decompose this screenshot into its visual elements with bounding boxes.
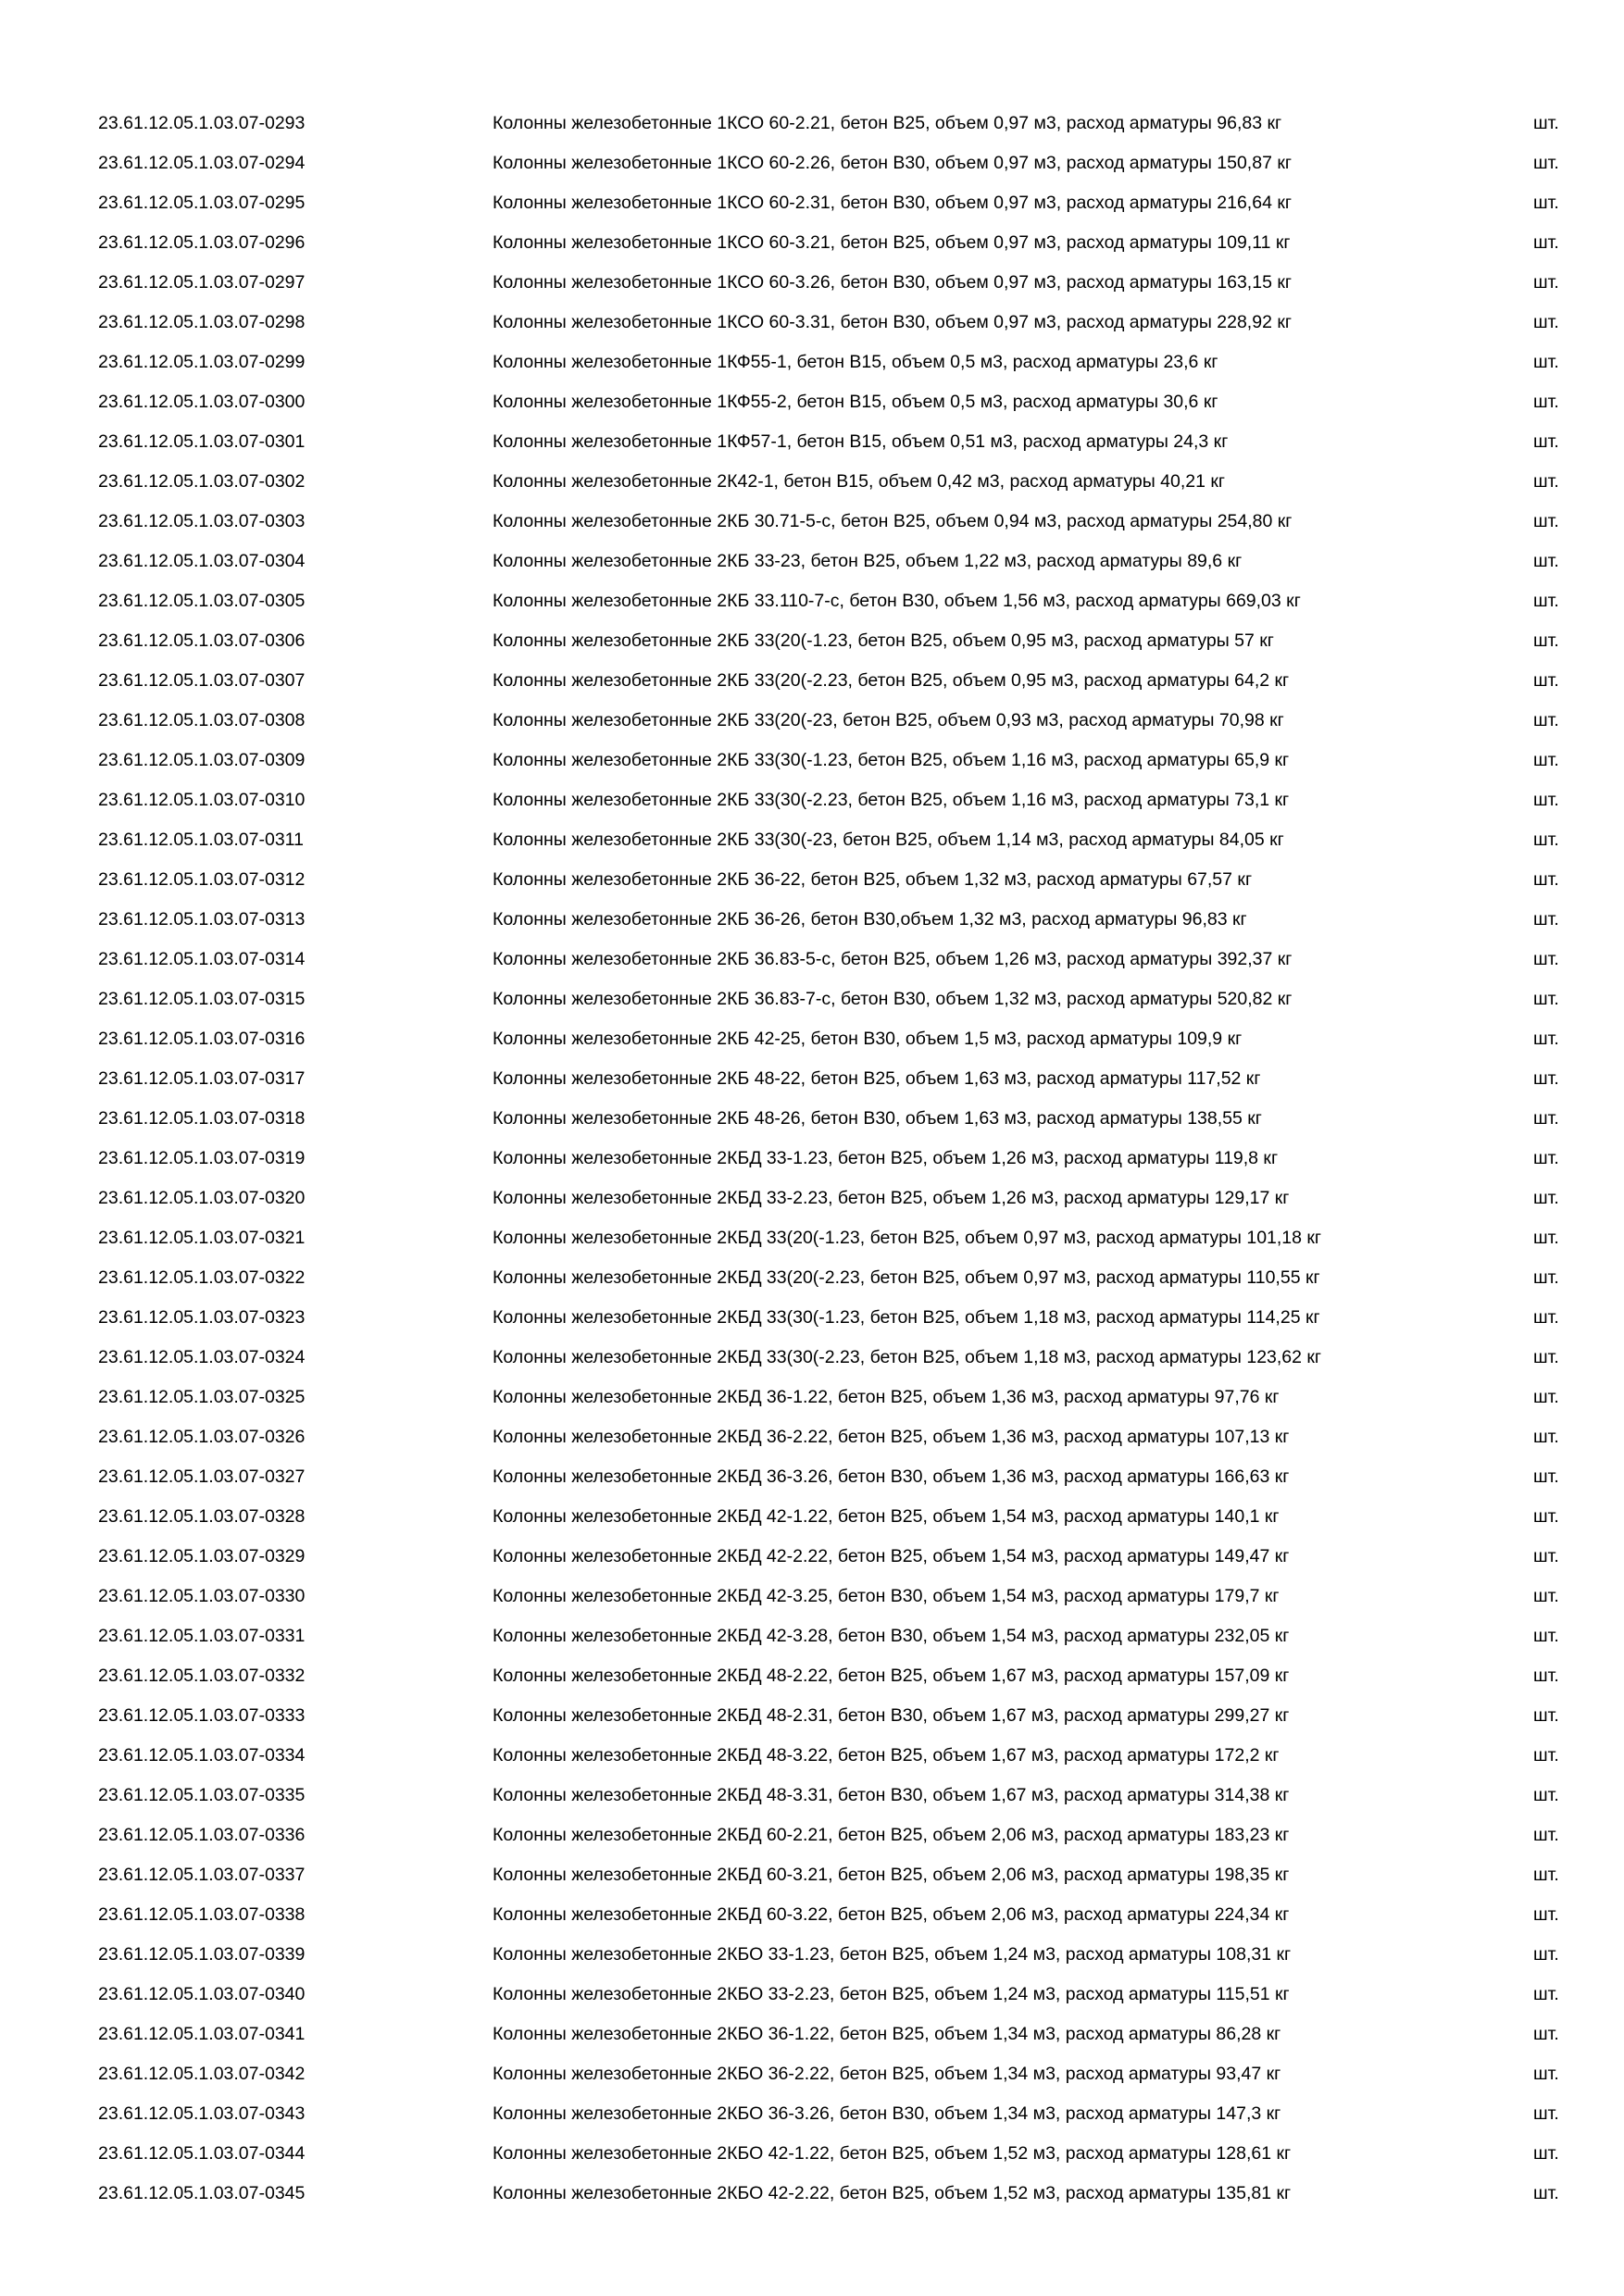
- table-row: [0, 183, 1624, 223]
- table-row: [0, 2174, 1624, 2214]
- table-row: [0, 1298, 1624, 1338]
- item-code: 23.61.12.05.1.03.07-0301: [98, 431, 306, 452]
- table-row: [0, 1895, 1624, 1935]
- item-code: 23.61.12.05.1.03.07-0341: [98, 2024, 306, 2044]
- item-code: 23.61.12.05.1.03.07-0316: [98, 1029, 306, 1049]
- item-description: Колонны железобетонные 1КФ55-2, бетон В15, объем 0,5 м3, расход арматуры 30,6 кг: [493, 392, 1218, 412]
- table-row: [0, 780, 1624, 820]
- item-code: 23.61.12.05.1.03.07-0311: [98, 830, 304, 850]
- table-row: [0, 343, 1624, 382]
- table-row: [0, 422, 1624, 462]
- table-row: [0, 2094, 1624, 2134]
- table-row: [0, 223, 1624, 263]
- item-code: 23.61.12.05.1.03.07-0296: [98, 232, 306, 253]
- item-description: Колонны железобетонные 2КБД 60-2.21, бетон В25, объем 2,06 м3, расход арматуры 183,23 кг: [493, 1825, 1290, 1845]
- item-code: 23.61.12.05.1.03.07-0297: [98, 272, 306, 293]
- item-unit: шт.: [1533, 551, 1559, 571]
- item-unit: шт.: [1533, 1427, 1559, 1447]
- item-description: Колонны железобетонные 2КБ 48-22, бетон В25, объем 1,63 м3, расход арматуры 117,52 кг: [493, 1068, 1261, 1089]
- item-code: 23.61.12.05.1.03.07-0307: [98, 670, 306, 691]
- table-row: [0, 303, 1624, 343]
- item-code: 23.61.12.05.1.03.07-0324: [98, 1347, 306, 1367]
- item-description: Колонны железобетонные 2КБД 33(30(-2.23, бетон В25, объем 1,18 м3, расход арматуры 123,62 кг: [493, 1347, 1322, 1367]
- item-code: 23.61.12.05.1.03.07-0310: [98, 790, 306, 810]
- item-unit: шт.: [1533, 193, 1559, 213]
- item-code: 23.61.12.05.1.03.07-0344: [98, 2143, 306, 2164]
- item-code: 23.61.12.05.1.03.07-0333: [98, 1705, 306, 1726]
- table-row: [0, 1099, 1624, 1139]
- item-unit: шт.: [1533, 2143, 1559, 2164]
- item-code: 23.61.12.05.1.03.07-0304: [98, 551, 306, 571]
- item-code: 23.61.12.05.1.03.07-0342: [98, 2064, 306, 2084]
- item-unit: шт.: [1533, 1586, 1559, 1606]
- item-description: Колонны железобетонные 2КБД 48-3.22, бетон В25, объем 1,67 м3, расход арматуры 172,2 кг: [493, 1745, 1280, 1766]
- item-unit: шт.: [1533, 392, 1559, 412]
- table-row: [0, 1656, 1624, 1696]
- item-unit: шт.: [1533, 153, 1559, 173]
- item-description: Колонны железобетонные 2КБ 33(20(-1.23, бетон В25, объем 0,95 м3, расход арматуры 57 кг: [493, 630, 1274, 651]
- table-row: [0, 1338, 1624, 1378]
- item-description: Колонны железобетонные 2КБД 42-2.22, бетон В25, объем 1,54 м3, расход арматуры 149,47 кг: [493, 1546, 1290, 1566]
- item-description: Колонны железобетонные 2КБ 33(30(-2.23, бетон В25, объем 1,16 м3, расход арматуры 73,1 кг: [493, 790, 1290, 810]
- table-row: [0, 1577, 1624, 1616]
- item-description: Колонны железобетонные 2К42-1, бетон В15, объем 0,42 м3, расход арматуры 40,21 кг: [493, 471, 1225, 492]
- item-description: Колонны железобетонные 1КФ55-1, бетон В15, объем 0,5 м3, расход арматуры 23,6 кг: [493, 352, 1218, 372]
- item-code: 23.61.12.05.1.03.07-0318: [98, 1108, 306, 1129]
- item-description: Колонны железобетонные 2КБД 36-2.22, бетон В25, объем 1,36 м3, расход арматуры 107,13 кг: [493, 1427, 1290, 1447]
- item-description: Колонны железобетонные 2КБД 42-3.28, бетон В30, объем 1,54 м3, расход арматуры 232,05 кг: [493, 1626, 1290, 1646]
- item-code: 23.61.12.05.1.03.07-0329: [98, 1546, 306, 1566]
- item-code: 23.61.12.05.1.03.07-0306: [98, 630, 306, 651]
- item-unit: шт.: [1533, 1029, 1559, 1049]
- item-description: Колонны железобетонные 2КБ 42-25, бетон В30, объем 1,5 м3, расход арматуры 109,9 кг: [493, 1029, 1243, 1049]
- item-description: Колонны железобетонные 2КБ 36.83-7-с, бетон В30, объем 1,32 м3, расход арматуры 520,82 кг: [493, 989, 1293, 1009]
- item-code: 23.61.12.05.1.03.07-0293: [98, 113, 306, 133]
- table-row: [0, 1179, 1624, 1218]
- item-unit: шт.: [1533, 1546, 1559, 1566]
- item-description: Колонны железобетонные 1КСО 60-3.21, бетон В25, объем 0,97 м3, расход арматуры 109,11 кг: [493, 232, 1291, 253]
- table-row: [0, 1417, 1624, 1457]
- item-code: 23.61.12.05.1.03.07-0302: [98, 471, 306, 492]
- item-unit: шт.: [1533, 1108, 1559, 1129]
- item-description: Колонны железобетонные 2КБД 48-3.31, бетон В30, объем 1,67 м3, расход арматуры 314,38 кг: [493, 1785, 1290, 1805]
- item-unit: шт.: [1533, 352, 1559, 372]
- item-unit: шт.: [1533, 1347, 1559, 1367]
- table-row: [0, 860, 1624, 900]
- table-row: [0, 980, 1624, 1019]
- item-unit: шт.: [1533, 1466, 1559, 1487]
- item-description: Колонны железобетонные 2КБ 33(20(-2.23, бетон В25, объем 0,95 м3, расход арматуры 64,2 кг: [493, 670, 1290, 691]
- table-row: [0, 1975, 1624, 2015]
- item-description: Колонны железобетонные 1КФ57-1, бетон В15, объем 0,51 м3, расход арматуры 24,3 кг: [493, 431, 1229, 452]
- item-description: Колонны железобетонные 2КБ 36.83-5-с, бетон В25, объем 1,26 м3, расход арматуры 392,37 кг: [493, 949, 1293, 969]
- table-row: [0, 1059, 1624, 1099]
- item-unit: шт.: [1533, 750, 1559, 770]
- table-row: [0, 661, 1624, 701]
- item-description: Колонны железобетонные 2КБД 33-2.23, бетон В25, объем 1,26 м3, расход арматуры 129,17 кг: [493, 1188, 1290, 1208]
- item-unit: шт.: [1533, 232, 1559, 253]
- table-row: [0, 104, 1624, 144]
- item-unit: шт.: [1533, 1785, 1559, 1805]
- item-unit: шт.: [1533, 670, 1559, 691]
- item-description: Колонны железобетонные 2КБД 33(20(-1.23, бетон В25, объем 0,97 м3, расход арматуры 101,18 кг: [493, 1228, 1322, 1248]
- item-description: Колонны железобетонные 2КБД 33(20(-2.23, бетон В25, объем 0,97 м3, расход арматуры 110,55 кг: [493, 1267, 1320, 1288]
- item-code: 23.61.12.05.1.03.07-0345: [98, 2183, 306, 2203]
- item-description: Колонны железобетонные 2КБО 42-2.22, бетон В25, объем 1,52 м3, расход арматуры 135,81 кг: [493, 2183, 1292, 2203]
- item-code: 23.61.12.05.1.03.07-0295: [98, 193, 306, 213]
- item-unit: шт.: [1533, 1267, 1559, 1288]
- table-row: [0, 1537, 1624, 1577]
- item-unit: шт.: [1533, 1387, 1559, 1407]
- item-code: 23.61.12.05.1.03.07-0317: [98, 1068, 306, 1089]
- item-unit: шт.: [1533, 471, 1559, 492]
- item-description: Колонны железобетонные 2КБ 48-26, бетон В30, объем 1,63 м3, расход арматуры 138,55 кг: [493, 1108, 1262, 1129]
- item-description: Колонны железобетонные 1КСО 60-3.31, бетон В30, объем 0,97 м3, расход арматуры 228,92 кг: [493, 312, 1292, 332]
- item-unit: шт.: [1533, 909, 1559, 930]
- item-unit: шт.: [1533, 1188, 1559, 1208]
- table-row: [0, 1019, 1624, 1059]
- item-unit: шт.: [1533, 113, 1559, 133]
- item-unit: шт.: [1533, 1307, 1559, 1328]
- table-row: [0, 263, 1624, 303]
- table-row: [0, 1139, 1624, 1179]
- item-description: Колонны железобетонные 2КБО 36-3.26, бетон В30, объем 1,34 м3, расход арматуры 147,3 кг: [493, 2103, 1281, 2124]
- item-code: 23.61.12.05.1.03.07-0321: [98, 1228, 306, 1248]
- item-description: Колонны железобетонные 1КСО 60-3.26, бетон В30, объем 0,97 м3, расход арматуры 163,15 кг: [493, 272, 1292, 293]
- item-unit: шт.: [1533, 1745, 1559, 1766]
- table-row: [0, 741, 1624, 780]
- item-description: Колонны железобетонные 2КБ 33(20(-23, бетон В25, объем 0,93 м3, расход арматуры 70,98 кг: [493, 710, 1284, 730]
- item-unit: шт.: [1533, 989, 1559, 1009]
- item-code: 23.61.12.05.1.03.07-0343: [98, 2103, 306, 2124]
- table-row: [0, 1258, 1624, 1298]
- item-code: 23.61.12.05.1.03.07-0323: [98, 1307, 306, 1328]
- item-unit: шт.: [1533, 869, 1559, 890]
- item-description: Колонны железобетонные 2КБД 48-2.31, бетон В30, объем 1,67 м3, расход арматуры 299,27 кг: [493, 1705, 1290, 1726]
- item-description: Колонны железобетонные 2КБ 33(30(-1.23, бетон В25, объем 1,16 м3, расход арматуры 65,9 кг: [493, 750, 1290, 770]
- item-unit: шт.: [1533, 1904, 1559, 1925]
- table-row: [0, 940, 1624, 980]
- item-description: Колонны железобетонные 2КБД 42-3.25, бетон В30, объем 1,54 м3, расход арматуры 179,7 кг: [493, 1586, 1280, 1606]
- table-row: [0, 2134, 1624, 2174]
- item-unit: шт.: [1533, 790, 1559, 810]
- table-row: [0, 1218, 1624, 1258]
- item-description: Колонны железобетонные 2КБД 36-3.26, бетон В30, объем 1,36 м3, расход арматуры 166,63 кг: [493, 1466, 1290, 1487]
- item-description: Колонны железобетонные 2КБ 33-23, бетон В25, объем 1,22 м3, расход арматуры 89,6 кг: [493, 551, 1243, 571]
- item-unit: шт.: [1533, 1506, 1559, 1527]
- item-code: 23.61.12.05.1.03.07-0331: [98, 1626, 306, 1646]
- item-code: 23.61.12.05.1.03.07-0327: [98, 1466, 306, 1487]
- item-code: 23.61.12.05.1.03.07-0340: [98, 1984, 306, 2004]
- item-unit: шт.: [1533, 1068, 1559, 1089]
- item-code: 23.61.12.05.1.03.07-0319: [98, 1148, 306, 1168]
- item-code: 23.61.12.05.1.03.07-0303: [98, 511, 306, 531]
- item-code: 23.61.12.05.1.03.07-0308: [98, 710, 306, 730]
- item-code: 23.61.12.05.1.03.07-0305: [98, 591, 306, 611]
- item-code: 23.61.12.05.1.03.07-0315: [98, 989, 306, 1009]
- table-row: [0, 1816, 1624, 1855]
- item-description: Колонны железобетонные 2КБ 30.71-5-с, бетон В25, объем 0,94 м3, расход арматуры 254,80 кг: [493, 511, 1293, 531]
- table-row: [0, 1855, 1624, 1895]
- table-row: [0, 542, 1624, 581]
- table-row: [0, 382, 1624, 422]
- item-description: Колонны железобетонные 2КБО 42-1.22, бетон В25, объем 1,52 м3, расход арматуры 128,61 кг: [493, 2143, 1292, 2164]
- item-description: Колонны железобетонные 2КБ 33.110-7-с, бетон В30, объем 1,56 м3, расход арматуры 669,03 кг: [493, 591, 1301, 611]
- price-list: [0, 104, 1624, 2214]
- table-row: [0, 701, 1624, 741]
- table-row: [0, 2054, 1624, 2094]
- item-code: 23.61.12.05.1.03.07-0300: [98, 392, 306, 412]
- item-unit: шт.: [1533, 2103, 1559, 2124]
- item-unit: шт.: [1533, 1148, 1559, 1168]
- item-code: 23.61.12.05.1.03.07-0322: [98, 1267, 306, 1288]
- item-code: 23.61.12.05.1.03.07-0313: [98, 909, 306, 930]
- item-description: Колонны железобетонные 2КБД 42-1.22, бетон В25, объем 1,54 м3, расход арматуры 140,1 кг: [493, 1506, 1280, 1527]
- item-code: 23.61.12.05.1.03.07-0335: [98, 1785, 306, 1805]
- item-code: 23.61.12.05.1.03.07-0334: [98, 1745, 306, 1766]
- item-unit: шт.: [1533, 2064, 1559, 2084]
- item-unit: шт.: [1533, 1666, 1559, 1686]
- table-row: [0, 462, 1624, 502]
- item-code: 23.61.12.05.1.03.07-0294: [98, 153, 306, 173]
- item-description: Колонны железобетонные 2КБД 60-3.22, бетон В25, объем 2,06 м3, расход арматуры 224,34 кг: [493, 1904, 1290, 1925]
- item-code: 23.61.12.05.1.03.07-0314: [98, 949, 306, 969]
- item-description: Колонны железобетонные 2КБО 33-1.23, бетон В25, объем 1,24 м3, расход арматуры 108,31 кг: [493, 1944, 1292, 1965]
- table-row: [0, 1935, 1624, 1975]
- item-description: Колонны железобетонные 2КБД 60-3.21, бетон В25, объем 2,06 м3, расход арматуры 198,35 кг: [493, 1865, 1290, 1885]
- item-unit: шт.: [1533, 2024, 1559, 2044]
- item-description: Колонны железобетонные 2КБД 33(30(-1.23, бетон В25, объем 1,18 м3, расход арматуры 114,25 кг: [493, 1307, 1320, 1328]
- item-code: 23.61.12.05.1.03.07-0320: [98, 1188, 306, 1208]
- item-unit: шт.: [1533, 949, 1559, 969]
- table-row: [0, 1497, 1624, 1537]
- item-description: Колонны железобетонные 2КБО 36-1.22, бетон В25, объем 1,34 м3, расход арматуры 86,28 кг: [493, 2024, 1281, 2044]
- item-description: Колонны железобетонные 2КБО 36-2.22, бетон В25, объем 1,34 м3, расход арматуры 93,47 кг: [493, 2064, 1281, 2084]
- item-unit: шт.: [1533, 710, 1559, 730]
- table-row: [0, 900, 1624, 940]
- table-row: [0, 1378, 1624, 1417]
- item-description: Колонны железобетонные 2КБД 33-1.23, бетон В25, объем 1,26 м3, расход арматуры 119,8 кг: [493, 1148, 1279, 1168]
- item-code: 23.61.12.05.1.03.07-0325: [98, 1387, 306, 1407]
- item-unit: шт.: [1533, 1228, 1559, 1248]
- item-code: 23.61.12.05.1.03.07-0328: [98, 1506, 306, 1527]
- item-code: 23.61.12.05.1.03.07-0330: [98, 1586, 306, 1606]
- item-unit: шт.: [1533, 591, 1559, 611]
- item-unit: шт.: [1533, 1944, 1559, 1965]
- item-unit: шт.: [1533, 1984, 1559, 2004]
- table-row: [0, 1457, 1624, 1497]
- item-unit: шт.: [1533, 1626, 1559, 1646]
- item-code: 23.61.12.05.1.03.07-0332: [98, 1666, 306, 1686]
- item-description: Колонны железобетонные 2КБД 36-1.22, бетон В25, объем 1,36 м3, расход арматуры 97,76 кг: [493, 1387, 1280, 1407]
- item-unit: шт.: [1533, 1705, 1559, 1726]
- item-code: 23.61.12.05.1.03.07-0339: [98, 1944, 306, 1965]
- item-unit: шт.: [1533, 312, 1559, 332]
- item-unit: шт.: [1533, 2183, 1559, 2203]
- item-description: Колонны железобетонные 1КСО 60-2.21, бетон В25, объем 0,97 м3, расход арматуры 96,83 кг: [493, 113, 1282, 133]
- table-row: [0, 144, 1624, 183]
- table-row: [0, 621, 1624, 661]
- item-code: 23.61.12.05.1.03.07-0309: [98, 750, 306, 770]
- item-code: 23.61.12.05.1.03.07-0312: [98, 869, 306, 890]
- item-code: 23.61.12.05.1.03.07-0336: [98, 1825, 306, 1845]
- table-row: [0, 1616, 1624, 1656]
- table-row: [0, 502, 1624, 542]
- item-description: Колонны железобетонные 1КСО 60-2.26, бетон В30, объем 0,97 м3, расход арматуры 150,87 кг: [493, 153, 1292, 173]
- item-code: 23.61.12.05.1.03.07-0326: [98, 1427, 306, 1447]
- table-row: [0, 1776, 1624, 1816]
- item-code: 23.61.12.05.1.03.07-0298: [98, 312, 306, 332]
- item-unit: шт.: [1533, 431, 1559, 452]
- table-row: [0, 1696, 1624, 1736]
- item-unit: шт.: [1533, 630, 1559, 651]
- item-unit: шт.: [1533, 830, 1559, 850]
- item-description: Колонны железобетонные 2КБ 36-22, бетон В25, объем 1,32 м3, расход арматуры 67,57 кг: [493, 869, 1253, 890]
- item-description: Колонны железобетонные 2КБ 36-26, бетон В30,объем 1,32 м3, расход арматуры 96,83 кг: [493, 909, 1247, 930]
- item-description: Колонны железобетонные 1КСО 60-2.31, бетон В30, объем 0,97 м3, расход арматуры 216,64 кг: [493, 193, 1292, 213]
- item-code: 23.61.12.05.1.03.07-0337: [98, 1865, 306, 1885]
- table-row: [0, 581, 1624, 621]
- item-description: Колонны железобетонные 2КБ 33(30(-23, бетон В25, объем 1,14 м3, расход арматуры 84,05 кг: [493, 830, 1284, 850]
- table-row: [0, 1736, 1624, 1776]
- table-row: [0, 2015, 1624, 2054]
- table-row: [0, 820, 1624, 860]
- item-unit: шт.: [1533, 272, 1559, 293]
- item-unit: шт.: [1533, 1825, 1559, 1845]
- item-description: Колонны железобетонные 2КБО 33-2.23, бетон В25, объем 1,24 м3, расход арматуры 115,51 кг: [493, 1984, 1290, 2004]
- item-unit: шт.: [1533, 1865, 1559, 1885]
- item-description: Колонны железобетонные 2КБД 48-2.22, бетон В25, объем 1,67 м3, расход арматуры 157,09 кг: [493, 1666, 1290, 1686]
- item-code: 23.61.12.05.1.03.07-0299: [98, 352, 306, 372]
- item-unit: шт.: [1533, 511, 1559, 531]
- item-code: 23.61.12.05.1.03.07-0338: [98, 1904, 306, 1925]
